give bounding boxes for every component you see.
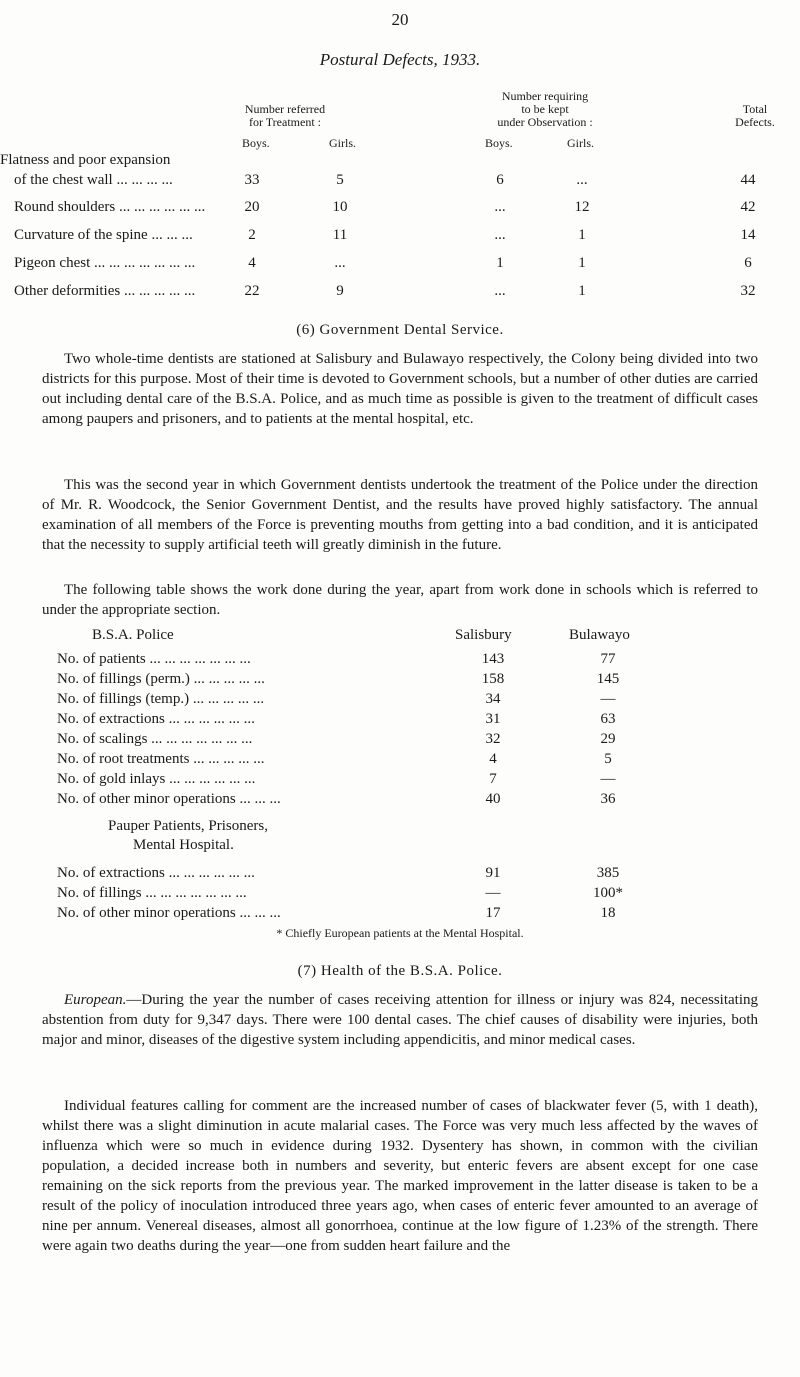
cell-bulawayo: 36: [600, 791, 616, 807]
cell-bulawayo: 145: [596, 671, 620, 687]
cell-ref-boys: 33: [244, 172, 260, 188]
header-under-observation: Number requiring to be kept under Observation :: [497, 89, 593, 129]
row-label: Curvature of the spine ... ... ...: [14, 227, 193, 243]
cell-obs-boys: 6: [496, 172, 504, 188]
cell-ref-boys: 4: [248, 255, 256, 271]
cell-obs-boys: 1: [496, 255, 504, 271]
row-label: Other deformities ... ... ... ... ...: [14, 283, 196, 299]
cell-salisbury: 158: [481, 671, 505, 687]
cell-bulawayo: —: [600, 771, 616, 787]
cell-ref-boys: 20: [244, 199, 260, 215]
row-label: No. of extractions ... ... ... ... ... ...: [57, 711, 255, 727]
row-label-line1: Flatness and poor expansion: [0, 152, 171, 168]
police-heading: B.S.A. Police: [92, 627, 174, 643]
section-heading-dental: (6) Government Dental Service.: [296, 322, 504, 338]
health-paragraph-2: Individual features calling for comment are the increased number of cases of blackwater fever (5, with 1 death), whilst there was a slight diminution in acute malarial cases. The Force was very much less affected by the waves of influenza which were so much in evidence during 1932. Dysentery has shown, in common with the civilian population, a decided increase both in numbers and severity, but enteric fevers are absent except for one case remaining on the sick reports from the previous year. The marked improvement in the latter disease is taken to be a result of the policy of inoculation introduced three years ago, when cases of enteric fever amounted to an average of nine per annum. Venereal diseases, almost all gonorrhoea, continue at the low figure of 1.23% of the strength. There were again two deaths during the year—one from sudden heart failure and the: [42, 1098, 758, 1254]
cell-ref-girls: ...: [334, 255, 346, 271]
col-header-bulawayo: Bulawayo: [569, 627, 630, 643]
row-label: Round shoulders ... ... ... ... ... ...: [14, 199, 206, 215]
subheader-boys-observation: Boys.: [485, 136, 513, 150]
cell-bulawayo: 385: [596, 865, 620, 881]
cell-bulawayo: 77: [600, 651, 616, 667]
cell-ref-boys: 2: [248, 227, 256, 243]
row-label: No. of fillings (temp.) ... ... ... ... ...: [57, 691, 265, 707]
cell-bulawayo: 18: [600, 905, 616, 921]
cell-bulawayo: —: [600, 691, 616, 707]
health-paragraph-1-text: —During the year the number of cases receiving attention for illness or injury was 824, necessitating abstention from duty for 9,347 days. There were 100 dental cases. The chief causes of disability were injuries, both major and minor, diseases of the digestive system including appendicitis, and minor medical cases.: [42, 992, 758, 1048]
cell-salisbury: 91: [485, 865, 501, 881]
cell-bulawayo: 29: [600, 731, 616, 747]
cell-obs-boys: ...: [494, 199, 506, 215]
cell-salisbury: 17: [485, 905, 501, 921]
cell-obs-boys: ...: [494, 227, 506, 243]
row-label: of the chest wall ... ... ... ...: [14, 172, 173, 188]
cell-ref-girls: 11: [332, 227, 348, 243]
row-label: No. of other minor operations ... ... ...: [57, 905, 281, 921]
footnote: * Chiefly European patients at the Mental Hospital.: [276, 926, 524, 940]
pauper-heading-line1: Pauper Patients, Prisoners,: [108, 818, 268, 834]
health-paragraph-1: [42, 990, 758, 1050]
row-label: No. of fillings ... ... ... ... ... ... ...: [57, 885, 247, 901]
postural-table-title: Postural Defects, 1933.: [319, 50, 481, 69]
cell-salisbury: 4: [489, 751, 497, 767]
cell-bulawayo: 5: [604, 751, 612, 767]
subheader-boys-referred: Boys.: [242, 136, 270, 150]
pauper-heading-line2: Mental Hospital.: [133, 837, 234, 853]
cell-salisbury: 7: [489, 771, 497, 787]
cell-total: 44: [740, 172, 756, 188]
cell-salisbury: 40: [485, 791, 501, 807]
cell-bulawayo: 63: [600, 711, 616, 727]
row-label: No. of scalings ... ... ... ... ... ... ...: [57, 731, 253, 747]
dental-paragraph-3: The following table shows the work done during the year, apart from work done in schools which is referred to under the appropriate section.: [42, 582, 758, 618]
cell-total: 42: [740, 199, 756, 215]
cell-obs-girls: 1: [578, 255, 586, 271]
cell-ref-girls: 9: [336, 283, 344, 299]
cell-total: 6: [744, 255, 752, 271]
row-label: No. of other minor operations ... ... ...: [57, 791, 281, 807]
subheader-girls-observation: Girls.: [567, 136, 594, 150]
cell-salisbury: —: [485, 885, 501, 901]
header-number-referred: Number referred for Treatment :: [244, 102, 326, 129]
cell-salisbury: 32: [485, 731, 501, 747]
section-heading-health: (7) Health of the B.S.A. Police.: [297, 963, 503, 979]
cell-ref-girls: 10: [332, 199, 348, 215]
col-header-salisbury: Salisbury: [455, 627, 512, 643]
row-label: No. of gold inlays ... ... ... ... ... ...: [57, 771, 256, 787]
subheader-girls-referred: Girls.: [329, 136, 356, 150]
dental-paragraph-2: This was the second year in which Government dentists undertook the treatment of the Police under the direction of Mr. R. Woodcock, the Senior Government Dentist, and the results have proved highly satisfactory. The annual examination of all members of the Force is preventing mouths from getting into a bad condition, and it is anticipated that the necessity to supply artificial teeth will greatly diminish in the future.: [42, 477, 758, 553]
cell-bulawayo: 100*: [593, 885, 623, 901]
cell-salisbury: 31: [485, 711, 501, 727]
row-label: Pigeon chest ... ... ... ... ... ... ...: [14, 255, 196, 271]
row-label: No. of root treatments ... ... ... ... ...: [57, 751, 265, 767]
cell-ref-boys: 22: [244, 283, 260, 299]
cell-ref-girls: 5: [336, 172, 344, 188]
cell-obs-girls: 12: [574, 199, 590, 215]
cell-obs-girls: 1: [578, 283, 586, 299]
cell-obs-girls: ...: [576, 172, 588, 188]
row-label: No. of fillings (perm.) ... ... ... ... ...: [57, 671, 265, 687]
header-total-defects: Total Defects.: [735, 102, 775, 129]
cell-salisbury: 34: [485, 691, 501, 707]
dental-paragraph-1: Two whole-time dentists are stationed at Salisbury and Bulawayo respectively, the Colony being divided into two districts for this purpose. Most of their time is devoted to Government schools, but a number of other duties are carried out including dental care of the B.S.A. Police, and as much time as possible is given to the treatment of difficult cases among paupers and prisoners, and to patients at the mental hospital, etc.: [42, 351, 758, 427]
page-number: 20: [391, 10, 409, 29]
cell-salisbury: 143: [481, 651, 505, 667]
row-label: No. of patients ... ... ... ... ... ... ...: [57, 651, 251, 667]
cell-total: 14: [740, 227, 756, 243]
cell-obs-girls: 1: [578, 227, 586, 243]
cell-obs-boys: ...: [494, 283, 506, 299]
row-label: No. of extractions ... ... ... ... ... ...: [57, 865, 255, 881]
cell-total: 32: [740, 283, 756, 299]
lead-european: European.: [64, 992, 127, 1008]
